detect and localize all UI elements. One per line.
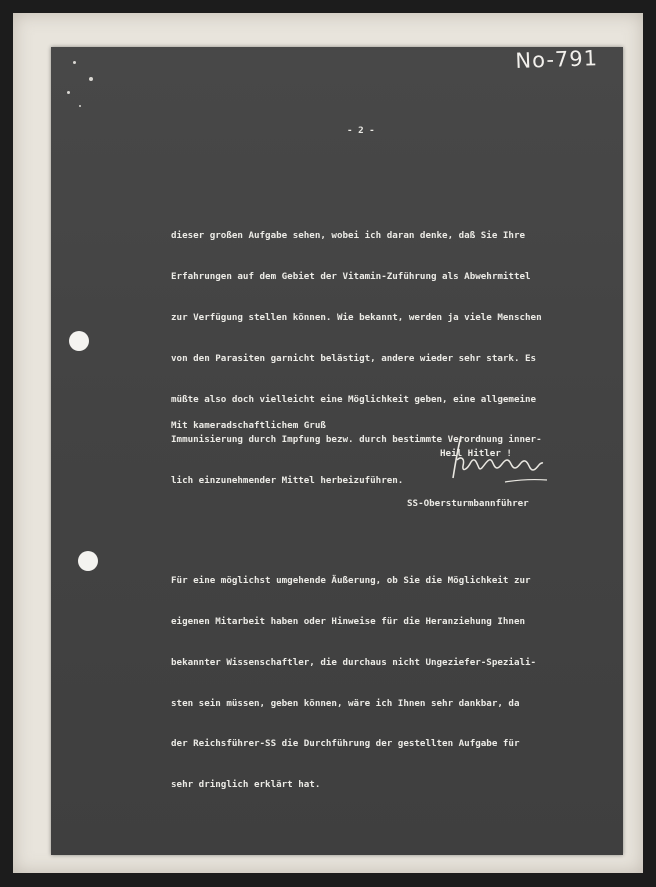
text-line: der Reichsführer-SS die Durchführung der gestellten Aufgabe für <box>171 738 520 750</box>
text-line: von den Parasiten garnicht belästigt, andere wieder sehr stark. Es <box>171 352 537 364</box>
text-line: bekannter Wissenschaftler, die durchaus nicht Ungeziefer-Speziali- <box>171 656 537 668</box>
text-line: zur Verfügung stellen können. Wie bekannt, werden ja viele Menschen <box>171 311 542 323</box>
text-line: lich einzunehmender Mittel herbeizuführen. <box>171 475 404 487</box>
scan-speck <box>79 105 81 107</box>
closing-greeting: Mit kameradschaftlichem Gruß <box>171 420 326 431</box>
text-line: sehr dringlich erklärt hat. <box>171 779 321 791</box>
punch-hole <box>69 331 89 351</box>
scan-speck <box>73 61 76 64</box>
photostat-mount <box>13 13 643 873</box>
text-line: Für eine möglichst umgehende Äußerung, ob Sie die Möglichkeit zur <box>171 575 531 587</box>
document-page <box>51 47 623 855</box>
punch-hole <box>78 551 98 571</box>
text-line: dieser großen Aufgabe sehen, wobei ich daran denke, daß Sie Ihre <box>171 230 526 242</box>
page-number: - 2 - <box>347 125 375 136</box>
handwritten-signature <box>447 430 557 500</box>
document-number: No-791 <box>515 46 599 73</box>
text-line: müßte also doch vielleicht eine Möglichkeit geben, eine allgemeine <box>171 393 537 405</box>
text-line: eigenen Mitarbeit haben oder Hinweise für die Heranziehung Ihnen <box>171 616 526 627</box>
text-line: Erfahrungen auf dem Gebiet der Vitamin-Zuführung als Abwehrmittel <box>171 271 531 283</box>
scan-speck <box>89 77 93 81</box>
signatory-rank: SS-Obersturmbannführer <box>407 498 529 509</box>
scan-speck <box>67 91 70 94</box>
text-line: sten sein müssen, geben können, wäre ich Ihnen sehr dankbar, da <box>171 697 520 709</box>
paragraph-2 <box>171 547 542 819</box>
text-line: Immunisierung durch Impfung bezw. durch bestimmte Verordnung inner- <box>171 434 542 446</box>
salutation: Heil Hitler ! <box>440 448 512 459</box>
